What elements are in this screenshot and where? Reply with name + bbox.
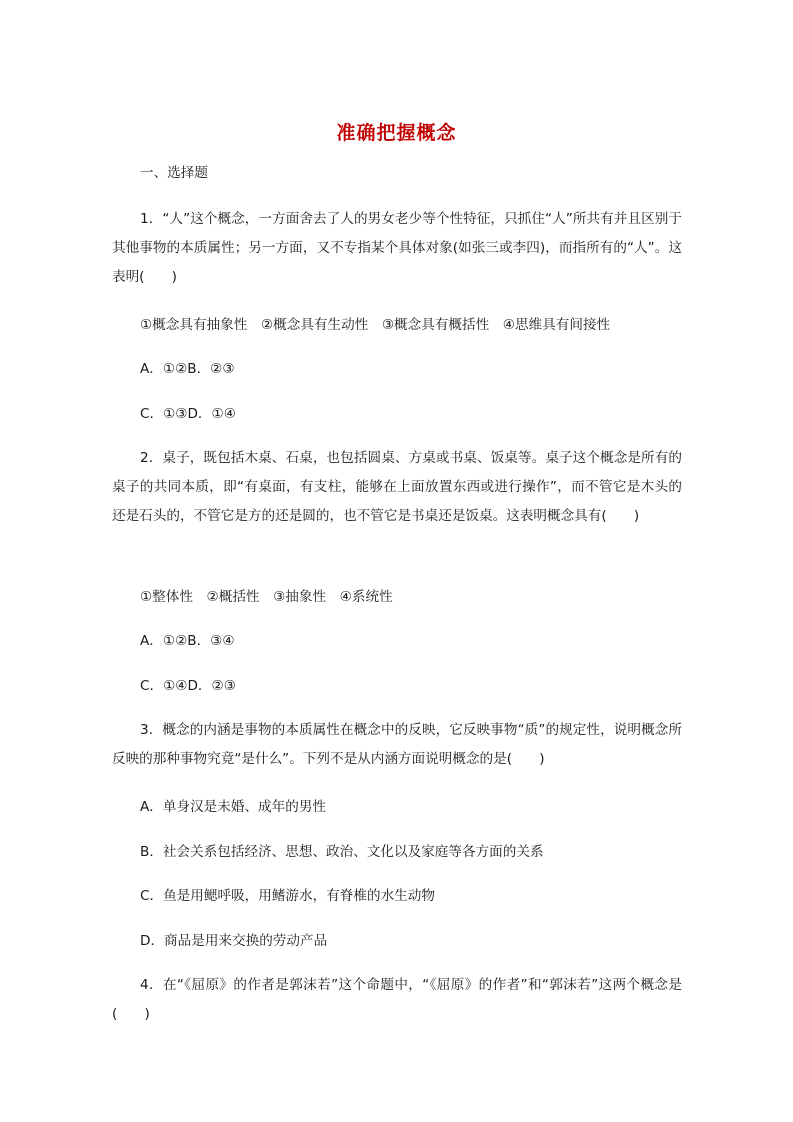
document-title: 准确把握概念 xyxy=(336,122,457,144)
question-2-stem: 2．桌子，既包括木桌、石桌，也包括圆桌、方桌或书桌、饭桌等。桌子这个概念是所有的桌子的共同本质，即“有桌面，有支柱，能够在上面放置东西或进行操作”，而不管它是木头的还是石头的，不管它是方的还是圆的，也不管它是书桌还是饭桌。这表明概念具有( ) xyxy=(112,450,682,524)
section-heading: 一、选择题 xyxy=(140,165,208,181)
question-3-option-c: C．鱼是用鳃呼吸，用鳍游水，有脊椎的水生动物 xyxy=(140,888,435,904)
question-2-statements: ①整体性 ②概括性 ③抽象性 ④系统性 xyxy=(140,589,393,605)
question-1-statements: ①概念具有抽象性 ②概念具有生动性 ③概念具有概括性 ④思维具有间接性 xyxy=(140,317,611,333)
question-3-option-a: A．单身汉是未婚、成年的男性 xyxy=(140,799,327,815)
question-3-option-d: D．商品是用来交换的劳动产品 xyxy=(140,933,328,949)
question-4-stem: 4．在“《屈原》的作者是郭沫若”这个命题中，“《屈原》的作者”和“郭沫若”这两个概念是( ) xyxy=(112,977,682,1022)
question-2-option-cd: C．①④D．②③ xyxy=(140,678,236,694)
question-1-option-ab: A．①②B．②③ xyxy=(140,361,235,377)
question-2-option-ab: A．①②B．③④ xyxy=(140,633,235,649)
question-3-stem: 3．概念的内涵是事物的本质属性在概念中的反映，它反映事物“质”的规定性，说明概念所反映的那种事物究竟“是什么”。下列不是从内涵方面说明概念的是( ) xyxy=(112,722,682,767)
question-3-option-b: B．社会关系包括经济、思想、政治、文化以及家庭等各方面的关系 xyxy=(140,844,544,860)
question-1-option-cd: C．①③D．①④ xyxy=(140,406,236,422)
question-1-stem: 1．“人”这个概念，一方面舍去了人的男女老少等个性特征，只抓住“人”所共有并且区别于其他事物的本质属性；另一方面，又不专指某个具体对象(如张三或李四)，而指所有的“人”。这表明( ) xyxy=(112,211,682,285)
